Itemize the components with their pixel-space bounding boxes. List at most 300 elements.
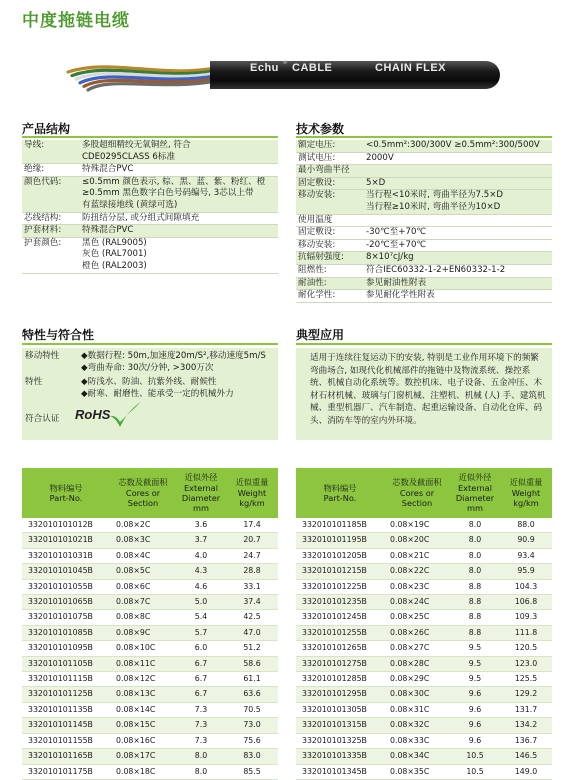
table-cell: 332010101065B	[22, 595, 110, 610]
table-cell: 0.08×22C	[384, 564, 450, 579]
section-rule	[296, 343, 552, 345]
table-cell: 125.5	[500, 672, 552, 687]
table-cell: 332010101225B	[296, 579, 384, 594]
table-cell: 9.6	[450, 733, 500, 748]
kv-value-line: 黑色 (RAL9005)	[82, 237, 147, 248]
table-row	[296, 595, 552, 610]
kv-key: 护套颜色:	[24, 237, 62, 248]
table-cell: 0.08×30C	[384, 687, 450, 702]
table-cell: 6.7	[176, 656, 226, 671]
table-cell: 0.08×4C	[110, 548, 176, 563]
table-cell: 0.08×26C	[384, 625, 450, 640]
kv-key: 芯线结构:	[24, 212, 62, 223]
table-cell: 0.08×28C	[384, 656, 450, 671]
kv-row	[296, 178, 552, 191]
table-row	[22, 533, 278, 548]
column-header-line: External	[184, 482, 218, 493]
column-header-line: mm	[193, 503, 209, 514]
table-cell: 136.7	[500, 733, 552, 748]
table-cell: 332010101155B	[22, 733, 110, 748]
table-cell: 0.08×32C	[384, 718, 450, 733]
column-header	[500, 468, 552, 518]
feature-key: 特性	[25, 377, 43, 387]
table-cell: 4.3	[176, 564, 226, 579]
table-cell: 51.2	[226, 641, 278, 656]
table-cell: 5.4	[176, 610, 226, 625]
kv-value	[82, 164, 278, 176]
table-row	[296, 625, 552, 640]
column-header-line: 近似外径	[184, 472, 218, 483]
table-cell: 131.7	[500, 702, 552, 717]
kv-row	[22, 238, 278, 274]
kv-key: 绝缘:	[24, 164, 45, 175]
table-cell: 0.08×10C	[110, 641, 176, 656]
table-cell: 332010101031B	[22, 548, 110, 563]
table-cell: 332010101175B	[22, 764, 110, 779]
table-cell: 5.0	[176, 595, 226, 610]
kv-value	[366, 265, 552, 277]
table-cell: 8.0	[450, 564, 500, 579]
table-cell: 109.3	[500, 610, 552, 625]
kv-row	[22, 177, 278, 213]
table-cell: 9.6	[450, 718, 500, 733]
table-row	[296, 687, 552, 702]
column-header-line: 芯数及截面积	[118, 477, 168, 488]
section-rule	[22, 343, 278, 345]
table-cell: 0.08×24C	[384, 595, 450, 610]
kv-value	[366, 227, 552, 239]
column-header-line: 芯数及截面积	[392, 477, 442, 488]
table-cell: 120.5	[500, 641, 552, 656]
kv-row	[296, 140, 552, 153]
cable-illustration	[60, 56, 500, 94]
table-cell: 0.08×16C	[110, 733, 176, 748]
table-cell: 332010101021B	[22, 533, 110, 548]
kv-value	[366, 165, 552, 177]
table-cell: 332010101325B	[296, 733, 384, 748]
table-cell: 0.08×31C	[384, 702, 450, 717]
table-cell: 332010101045B	[22, 564, 110, 579]
kv-key: 额定电压:	[298, 140, 336, 150]
column-header-line: Cores or	[125, 487, 161, 498]
kv-key: 耐油性:	[298, 277, 327, 288]
kv-row	[296, 153, 552, 166]
table-row	[296, 564, 552, 579]
column-header	[450, 468, 500, 518]
kv-row	[296, 240, 552, 253]
table-cell: 0.08×3C	[110, 533, 176, 548]
kv-value-line: 8×10⁷cJ/kg	[366, 252, 414, 263]
table-cell: 24.7	[226, 548, 278, 563]
table-cell: 3.7	[176, 533, 226, 548]
column-header-line: kg/km	[513, 498, 539, 509]
kv-value	[366, 140, 552, 152]
table-cell: 332010101125B	[22, 687, 110, 702]
table-row	[296, 656, 552, 671]
kv-row	[296, 290, 552, 303]
table-cell: 332010101215B	[296, 564, 384, 579]
table-cell: 17.4	[226, 518, 278, 533]
table-cell: 8.0	[450, 533, 500, 548]
table-cell: 149.0	[500, 764, 552, 779]
table-cell: 332010101185B	[296, 518, 384, 533]
cable-reg-mark: ®	[282, 59, 288, 66]
table-cell: 33.1	[226, 579, 278, 594]
table-cell: 0.08×2C	[110, 518, 176, 533]
column-header-line: 近似重量	[509, 477, 543, 488]
kv-row	[296, 252, 552, 265]
table-cell: 106.8	[500, 595, 552, 610]
table-cell: 0.08×11C	[110, 656, 176, 671]
table-cell: 0.08×27C	[384, 641, 450, 656]
kv-row	[22, 213, 278, 226]
table-cell: 88.0	[500, 518, 552, 533]
table-row	[296, 518, 552, 533]
table-cell: 0.08×7C	[110, 595, 176, 610]
table-header-row	[296, 468, 552, 518]
table-cell: 0.08×20C	[384, 533, 450, 548]
table-cell: 95.9	[500, 564, 552, 579]
column-header-line: External	[458, 482, 492, 493]
kv-value-line: -30℃至+70℃	[366, 227, 427, 238]
kv-value	[366, 215, 552, 227]
kv-value-line: 参见耐化学性附表	[366, 290, 435, 301]
kv-value-line: 多股超细精绞无氧铜丝, 符合	[82, 140, 191, 150]
table-cell: 28.8	[226, 564, 278, 579]
table-cell: 146.5	[500, 749, 552, 764]
kv-value-line: ≤0.5mm 颜色表示, 棕、黑、蓝、紫、粉红、橙	[82, 176, 266, 187]
table-cell: 332010101075B	[22, 610, 110, 625]
kv-row	[296, 190, 552, 214]
table-cell: 332010101165B	[22, 749, 110, 764]
table-cell: 8.8	[450, 595, 500, 610]
table-cell: 0.08×21C	[384, 548, 450, 563]
table-row	[296, 610, 552, 625]
table-cell: 61.1	[226, 672, 278, 687]
feature-line: ◆数据行程: 50m,加速度20m/S²,移动速度5m/S	[81, 351, 266, 361]
kv-value-line: 有蓝绿接地线 (黄绿可选)	[82, 199, 178, 210]
kv-value-line: 符合IEC60332-1-2+EN60332-1-2	[366, 264, 506, 275]
column-header	[384, 468, 450, 518]
table-cell: 4.0	[176, 548, 226, 563]
column-header-line: Section	[127, 498, 159, 509]
column-header-line: Cores or	[399, 487, 435, 498]
section-title-application: 典型应用	[296, 328, 345, 342]
table-cell: 8.0	[176, 764, 226, 779]
column-header-line: Part-No.	[49, 493, 83, 503]
table-cell: 0.08×29C	[384, 672, 450, 687]
table-row	[22, 687, 278, 702]
kv-key: 固定敷设:	[298, 227, 336, 238]
feature-key: 符合认证	[25, 414, 60, 424]
column-header	[22, 468, 110, 518]
section-rule	[22, 136, 278, 138]
cable-product-text: CHAIN FLEX	[375, 62, 446, 74]
table-cell: 6.7	[176, 672, 226, 687]
table-row	[22, 518, 278, 533]
kv-key: 固定敷设:	[298, 177, 336, 188]
table-cell: 332010101235B	[296, 595, 384, 610]
kv-value-line: ≥0.5mm 黑色数字白色号码编号, 3芯以上带	[82, 188, 254, 199]
table-cell: 93.4	[500, 548, 552, 563]
table-cell: 0.08×25C	[384, 610, 450, 625]
kv-value	[82, 140, 278, 163]
table-cell: 75.6	[226, 733, 278, 748]
table-cell: 0.08×14C	[110, 702, 176, 717]
table-cell: 332010101095B	[22, 641, 110, 656]
kv-row	[296, 215, 552, 228]
feature-line: ◆弯曲寿命: 30次/分钟, >300万次	[81, 362, 214, 373]
column-header-line: 物料编号	[323, 482, 357, 493]
column-header	[110, 468, 176, 518]
kv-key: 使用温度	[298, 214, 333, 225]
table-cell: 332010101255B	[296, 625, 384, 640]
table-cell: 0.08×6C	[110, 579, 176, 594]
table-cell: 332010101012B	[22, 518, 110, 533]
kv-value	[82, 213, 278, 225]
kv-value-line: 参见耐油性附表	[366, 277, 427, 288]
table-row	[296, 533, 552, 548]
column-header-line: Diameter	[455, 493, 495, 503]
table-cell: 332010101085B	[22, 625, 110, 640]
kv-key: 测试电压:	[298, 152, 336, 163]
table-cell: 111.8	[500, 625, 552, 640]
table-cell: 4.6	[176, 579, 226, 594]
table-cell: 83.0	[226, 749, 278, 764]
kv-key: 最小弯曲半径	[298, 165, 350, 176]
column-header-line: Weight	[237, 487, 267, 498]
kv-key: 导线:	[24, 140, 45, 150]
section-title-tech: 技术参数	[296, 122, 345, 136]
column-header-line: Part-No.	[323, 493, 357, 503]
table-row	[22, 595, 278, 610]
table-cell: 7.3	[176, 718, 226, 733]
table-cell: 6.0	[176, 641, 226, 656]
table-cell: 8.0	[176, 749, 226, 764]
table-cell: 332010101055B	[22, 579, 110, 594]
kv-row	[296, 278, 552, 291]
table-cell: 0.08×5C	[110, 564, 176, 579]
kv-row	[22, 164, 278, 177]
table-cell: 90.9	[500, 533, 552, 548]
application-text: 适用于连续往复运动下的安装, 特别是工业作用环境下的频繁弯曲场合, 如现代化机械部件的拖链中及物流系统、操控系统、机械自动化系统等。数控机床、电子设备、五金冲压、木材石材机械、玻璃与门窗机械、注塑机、机械 (人) 手、建筑机械、重型机器厂、汽车制造、起重运输设备、自动化仓库、码头、消防车等的室内外环境。	[310, 353, 546, 426]
table-cell: 332010101105B	[22, 656, 110, 671]
column-header-line: mm	[467, 503, 483, 514]
kv-value-line: 5×D	[366, 177, 386, 188]
kv-value	[82, 238, 278, 273]
table-cell: 0.08×13C	[110, 687, 176, 702]
column-header-line: Weight	[511, 487, 541, 498]
table-cell: 9.6	[450, 702, 500, 717]
table-cell: 0.08×15C	[110, 718, 176, 733]
kv-value-line: 特殊混合PVC	[82, 225, 134, 236]
kv-value-line: 防扭结分层, 或分组式间隙填充	[82, 212, 200, 223]
product-table-left	[22, 468, 278, 780]
column-header-line: Diameter	[181, 493, 221, 503]
table-row	[296, 749, 552, 764]
table-cell: 332010101205B	[296, 548, 384, 563]
table-cell: 0.08×23C	[384, 579, 450, 594]
section-title-structure: 产品结构	[22, 122, 71, 136]
kv-row	[296, 227, 552, 240]
table-cell: 0.08×19C	[384, 518, 450, 533]
table-cell: 332010101295B	[296, 687, 384, 702]
kv-value	[366, 252, 552, 264]
table-row	[22, 579, 278, 594]
table-row	[22, 749, 278, 764]
table-cell: 332010101265B	[296, 641, 384, 656]
table-cell: 8.8	[450, 610, 500, 625]
table-cell: 63.6	[226, 687, 278, 702]
rohs-logo: RoHS	[75, 407, 111, 422]
kv-value-line: 当行程≥10米时, 弯曲半径为10×D	[366, 201, 501, 212]
table-cell: 0.08×17C	[110, 749, 176, 764]
table-cell: 332010101115B	[22, 672, 110, 687]
table-cell: 0.08×18C	[110, 764, 176, 779]
table-row	[296, 718, 552, 733]
kv-key: 耐化学性:	[298, 290, 336, 301]
table-cell: 8.8	[450, 579, 500, 594]
structure-list	[22, 140, 278, 274]
table-cell: 7.3	[176, 702, 226, 717]
table-row	[296, 672, 552, 687]
table-row	[22, 672, 278, 687]
feature-line: ◆耐寒、耐磨性、能承受一定的机械外力	[81, 388, 234, 399]
checkmark-icon	[108, 400, 142, 430]
table-cell: 332010101145B	[22, 718, 110, 733]
kv-key: 移动安装:	[298, 190, 336, 201]
kv-value	[82, 225, 278, 237]
cable-brand-text: Echu	[250, 62, 279, 74]
kv-row	[22, 140, 278, 164]
kv-value	[82, 177, 278, 212]
table-cell: 332010101195B	[296, 533, 384, 548]
table-cell: 8.0	[450, 518, 500, 533]
tech-parameters-list	[296, 140, 552, 303]
table-row	[22, 610, 278, 625]
kv-key: 移动安装:	[298, 239, 336, 250]
feature-line: ◆防浅水、防油、抗紫外线、耐候性	[81, 377, 217, 387]
kv-value-line: <0.5mm²:300/300V ≥0.5mm²:300/500V	[366, 140, 540, 150]
table-cell: 123.0	[500, 656, 552, 671]
cable-wires-graphic	[60, 56, 220, 94]
table-cell: 332010101315B	[296, 718, 384, 733]
table-row	[22, 656, 278, 671]
application-box	[296, 348, 552, 440]
table-cell: 5.7	[176, 625, 226, 640]
table-cell: 0.08×9C	[110, 625, 176, 640]
table-cell: 332010101305B	[296, 702, 384, 717]
kv-value-line: 当行程<10米时, 弯曲半径为7.5×D	[366, 190, 504, 201]
table-row	[22, 564, 278, 579]
kv-row	[296, 165, 552, 178]
table-cell: 10.5	[450, 749, 500, 764]
table-row	[22, 702, 278, 717]
section-rule	[296, 136, 552, 138]
table-cell: 9.5	[450, 641, 500, 656]
kv-row	[296, 265, 552, 278]
table-cell: 332010101135B	[22, 702, 110, 717]
kv-value	[366, 190, 552, 213]
kv-value-line: 特殊混合PVC	[82, 164, 134, 175]
kv-value	[366, 178, 552, 190]
table-cell: 9.5	[450, 656, 500, 671]
column-header	[176, 468, 226, 518]
column-header-line: 近似外径	[458, 472, 492, 483]
table-cell: 332010101245B	[296, 610, 384, 625]
table-row	[22, 733, 278, 748]
table-cell: 70.5	[226, 702, 278, 717]
table-row	[296, 579, 552, 594]
kv-key: 抗辐射强度:	[298, 252, 344, 263]
table-cell: 0.08×33C	[384, 733, 450, 748]
table-cell: 8.8	[450, 625, 500, 640]
kv-key: 阻燃性:	[298, 264, 327, 275]
table-cell: 104.3	[500, 579, 552, 594]
table-cell: 73.0	[226, 718, 278, 733]
table-row	[22, 548, 278, 563]
kv-value	[366, 240, 552, 252]
kv-key: 护套材料:	[24, 225, 62, 236]
table-row	[22, 718, 278, 733]
table-cell: 20.7	[226, 533, 278, 548]
table-cell: 85.5	[226, 764, 278, 779]
table-cell: 0.08×12C	[110, 672, 176, 687]
kv-row	[22, 225, 278, 238]
column-header	[296, 468, 384, 518]
table-row	[22, 764, 278, 779]
kv-key: 颜色代码:	[24, 176, 62, 187]
kv-value-line: 2000V	[366, 152, 394, 163]
features-box	[22, 348, 278, 440]
checkmark-shape	[110, 402, 141, 427]
table-cell: 332010101345B	[296, 764, 384, 779]
column-header-line: 近似重量	[235, 477, 269, 488]
table-cell: 58.6	[226, 656, 278, 671]
table-cell: 134.2	[500, 718, 552, 733]
table-cell: 3.6	[176, 518, 226, 533]
column-header-line: kg/km	[239, 498, 265, 509]
table-row	[296, 548, 552, 563]
kv-value	[366, 278, 552, 290]
table-cell: 0.08×34C	[384, 749, 450, 764]
kv-value-line: CDE0295CLASS 6标准	[82, 151, 176, 162]
table-cell: 332010101275B	[296, 656, 384, 671]
table-cell: 9.6	[450, 687, 500, 702]
table-row	[22, 625, 278, 640]
table-header-row	[22, 468, 278, 518]
table-row	[296, 733, 552, 748]
kv-value-line: -20℃至+70℃	[366, 239, 427, 250]
table-cell: 47.0	[226, 625, 278, 640]
table-cell: 42.5	[226, 610, 278, 625]
table-cell: 10.5	[450, 764, 500, 779]
column-header	[226, 468, 278, 518]
table-cell: 0.08×8C	[110, 610, 176, 625]
kv-value	[366, 290, 552, 302]
kv-value-line: 灰色 (RAL7001)	[82, 249, 147, 260]
table-row	[296, 702, 552, 717]
table-row	[296, 641, 552, 656]
table-cell: 9.5	[450, 672, 500, 687]
column-header-line: 物料编号	[49, 482, 83, 493]
table-cell: 332010101285B	[296, 672, 384, 687]
table-cell: 37.4	[226, 595, 278, 610]
table-cell: 332010101335B	[296, 749, 384, 764]
table-cell: 8.0	[450, 548, 500, 563]
kv-value-line: 橙色 (RAL2003)	[82, 260, 147, 271]
table-row	[22, 641, 278, 656]
